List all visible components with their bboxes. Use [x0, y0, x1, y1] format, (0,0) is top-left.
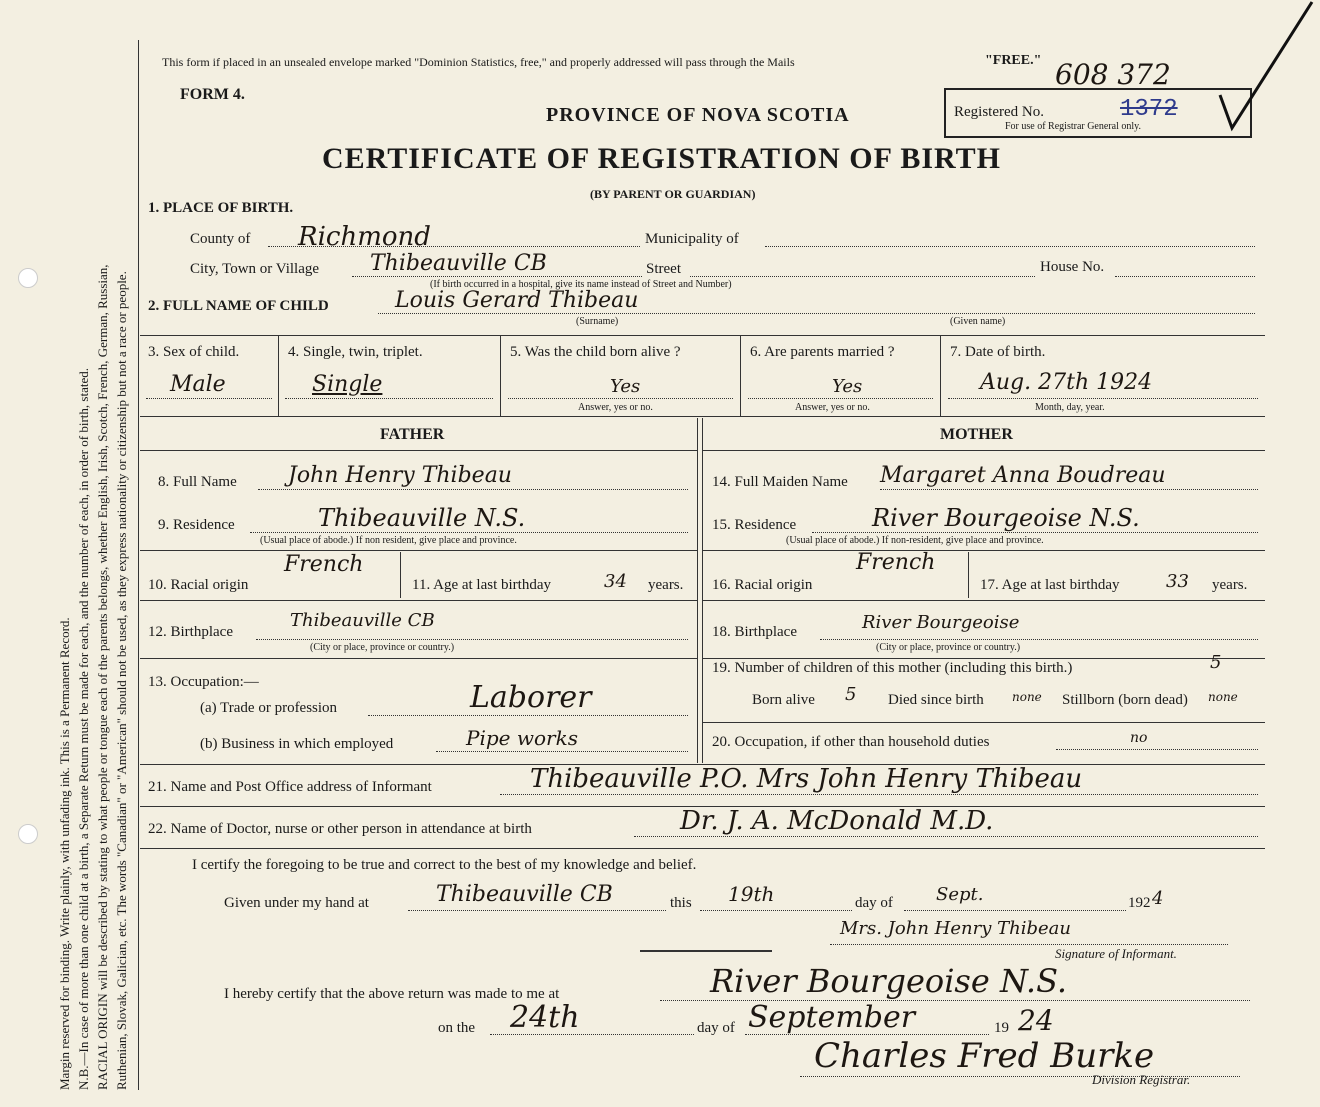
single-line	[285, 398, 493, 399]
registrar-month-value: September	[748, 1000, 916, 1035]
mother-heading: MOTHER	[940, 426, 1013, 443]
trade-line	[368, 715, 688, 716]
alive-note: Answer, yes or no.	[578, 402, 653, 413]
mother-racial-divider	[968, 552, 969, 598]
mother-birthplace-value: River Bourgeoise	[862, 612, 1020, 633]
day-line	[700, 910, 852, 911]
father-row-rule	[140, 550, 697, 551]
child-name-value: Louis Gerard Thibeau	[395, 288, 639, 313]
row-top-rule	[140, 335, 1265, 336]
child-name-line	[378, 313, 1255, 314]
registrar-use-note: For use of Registrar General only.	[1005, 121, 1141, 132]
doctor-line	[634, 836, 1258, 837]
mother-residence-note: (Usual place of abode.) If non-resident, give place and province.	[786, 535, 1044, 546]
father-age-label: 11. Age at last birthday	[412, 577, 551, 593]
father-residence-label: 9. Residence	[158, 517, 235, 533]
margin-note-1: Margin reserved for binding. Write plainly, with unfading ink. This is a Permanent Record.	[57, 617, 72, 1090]
informant-label: 21. Name and Post Office address of Informant	[148, 779, 432, 795]
father-heading: FATHER	[380, 426, 445, 443]
mother-row-rule	[703, 600, 1265, 601]
form-left-border	[138, 40, 139, 1090]
occupation-label: 13. Occupation:—	[148, 674, 259, 690]
father-row-rule	[140, 658, 697, 659]
street-line	[690, 276, 1035, 277]
father-birthplace-value: Thibeauville CB	[290, 610, 435, 631]
handwritten-number: 608 372	[1055, 58, 1171, 91]
registrar-signature-label: Division Registrar.	[1092, 1072, 1191, 1087]
father-residence-line	[250, 532, 688, 533]
row-bottom-rule	[140, 416, 1265, 417]
married-value: Yes	[832, 376, 863, 397]
certify-text: I certify the foregoing to be true and correct to the best of my knowledge and belief.	[192, 857, 697, 873]
informant-signature: Mrs. John Henry Thibeau	[840, 918, 1071, 939]
business-label: (b) Business in which employed	[200, 736, 394, 752]
given-place-line	[408, 910, 666, 911]
given-label: Given under my hand at	[224, 895, 369, 911]
year-prefix: 192	[1128, 895, 1151, 911]
margin-note-3: RACIAL ORIGIN will be described by stating to what people or tongue each of the parents belongs, whether English, Irish, Scotch, French, German, Russian,	[95, 264, 110, 1090]
alive-label: 5. Was the child born alive ?	[510, 344, 681, 360]
married-note: Answer, yes or no.	[795, 402, 870, 413]
city-line	[352, 276, 642, 277]
heading-rule	[703, 450, 1265, 451]
this-label: this	[670, 895, 692, 911]
county-value: Richmond	[298, 222, 431, 252]
mother-row-rule	[703, 722, 1265, 723]
dob-line	[948, 398, 1258, 399]
place-label: 1. PLACE OF BIRTH.	[148, 200, 294, 216]
born-alive-value: 5	[845, 684, 857, 705]
hospital-note: (If birth occurred in a hospital, give its name instead of Street and Number)	[430, 279, 732, 290]
business-value: Pipe works	[466, 726, 578, 750]
alive-value: Yes	[610, 376, 641, 397]
mother-racial-value: French	[856, 550, 936, 575]
informant-value: Thibeauville P.O. Mrs John Henry Thibeau	[530, 764, 1083, 794]
mother-name-value: Margaret Anna Boudreau	[880, 463, 1166, 488]
binding-hole	[18, 824, 38, 844]
house-label: House No.	[1040, 259, 1105, 275]
single-label: 4. Single, twin, triplet.	[288, 344, 423, 360]
father-age-value: 34	[604, 571, 627, 592]
certificate-title: CERTIFICATE OF REGISTRATION OF BIRTH	[322, 142, 1001, 175]
father-name-label: 8. Full Name	[158, 474, 237, 490]
business-line	[436, 751, 688, 752]
father-birthplace-note: (City or place, province or country.)	[310, 642, 455, 653]
given-day-value: 19th	[728, 882, 775, 906]
col-rule	[940, 335, 941, 416]
dob-label: 7. Date of birth.	[950, 344, 1046, 360]
city-value: Thibeauville CB	[370, 251, 547, 276]
county-label: County of	[190, 231, 251, 247]
year-digit: 4	[1152, 888, 1164, 909]
registrar-year-value: 24	[1018, 1004, 1054, 1037]
mother-occupation-value: no	[1130, 730, 1148, 746]
mother-age-value: 33	[1166, 571, 1189, 592]
municipality-label: Municipality of	[645, 231, 739, 247]
dob-value: Aug. 27th 1924	[980, 370, 1153, 395]
mother-name-label: 14. Full Maiden Name	[712, 474, 848, 490]
trade-value: Laborer	[470, 680, 592, 715]
mother-row-rule	[703, 658, 1265, 659]
mother-age-label: 17. Age at last birthday	[980, 577, 1120, 593]
city-label: City, Town or Village	[190, 261, 320, 277]
father-years-label: years.	[648, 577, 684, 593]
mother-birthplace-label: 18. Birthplace	[712, 624, 797, 640]
heading-rule	[140, 450, 697, 451]
given-name-note: (Given name)	[950, 316, 1006, 327]
doctor-label: 22. Name of Doctor, nurse or other person in attendance at birth	[148, 821, 532, 837]
margin-note-2: N.B.—In case of more than one child at a birth, a Separate Return must be made for each, and the number of each, in order of birth, stated.	[76, 368, 91, 1090]
father-racial-value: French	[284, 552, 364, 577]
father-name-line	[258, 489, 688, 490]
sex-value: Male	[170, 372, 226, 397]
father-racial-divider	[400, 552, 401, 598]
municipality-line	[765, 246, 1255, 247]
certificate-subtitle: (BY PARENT OR GUARDIAN)	[590, 187, 756, 201]
dob-note: Month, day, year.	[1035, 402, 1105, 413]
day-of-label: day of	[855, 895, 893, 911]
province-title: PROVINCE OF NOVA SCOTIA	[546, 104, 850, 126]
father-racial-label: 10. Racial origin	[148, 577, 249, 593]
child-name-label: 2. FULL NAME OF CHILD	[148, 298, 329, 314]
mother-row-rule	[703, 550, 1265, 551]
registered-label: Registered No.	[954, 104, 1044, 120]
doctor-value: Dr. J. A. McDonald M.D.	[680, 806, 994, 836]
col-rule	[740, 335, 741, 416]
stillborn-label: Stillborn (born dead)	[1062, 692, 1188, 708]
registrar-place-value: River Bourgeoise N.S.	[710, 962, 1068, 1000]
registered-value: 1372	[1120, 96, 1178, 123]
father-row-rule	[140, 600, 697, 601]
registrar-day-of-label: day of	[697, 1020, 735, 1036]
mother-birthplace-note: (City or place, province or country.)	[876, 642, 1021, 653]
children-label: 19. Number of children of this mother (including this birth.)	[712, 660, 1073, 676]
mother-name-line	[880, 489, 1258, 490]
col-rule	[500, 335, 501, 416]
binding-hole	[18, 268, 38, 288]
mother-residence-label: 15. Residence	[712, 517, 797, 533]
signature-line	[830, 944, 1228, 945]
sex-label: 3. Sex of child.	[148, 344, 240, 360]
mother-occupation-line	[1056, 749, 1258, 750]
died-value: none	[1012, 690, 1042, 704]
registrar-signature: Charles Fred Burke	[814, 1036, 1155, 1076]
on-the-label: on the	[438, 1020, 476, 1036]
signature-label: Signature of Informant.	[1055, 946, 1177, 961]
separator	[640, 950, 772, 952]
street-label: Street	[646, 261, 681, 277]
sex-line	[146, 398, 272, 399]
trade-label: (a) Trade or profession	[200, 700, 338, 716]
parents-divider	[702, 418, 703, 763]
alive-line	[508, 398, 733, 399]
mother-years-label: years.	[1212, 577, 1248, 593]
father-residence-note: (Usual place of abode.) If non resident, give place and province.	[260, 535, 517, 546]
registrar-year-prefix: 19	[994, 1020, 1009, 1036]
married-label: 6. Are parents married ?	[750, 344, 895, 360]
registrar-text: I hereby certify that the above return was made to me at	[224, 986, 560, 1002]
mother-occupation-label: 20. Occupation, if other than household duties	[712, 734, 990, 750]
free-note: "FREE."	[985, 53, 1042, 68]
mail-note: This form if placed in an unsealed envelope marked "Dominion Statistics, free," and properly addressed will pass through the Mails	[162, 55, 795, 69]
given-month-value: Sept.	[936, 884, 984, 905]
margin-note-4: Ruthenian, Slovak, Galician, etc. The words "Canadian" or "American" should not be used, as they express nationality or citizenship but not a race or people.	[114, 271, 129, 1090]
col-rule	[278, 335, 279, 416]
mother-residence-value: River Bourgeoise N.S.	[872, 504, 1140, 532]
died-label: Died since birth	[888, 692, 984, 708]
check-mark	[1200, 0, 1320, 140]
registrar-day-value: 24th	[510, 1000, 580, 1035]
given-place-value: Thibeauville CB	[436, 882, 613, 907]
born-alive-label: Born alive	[752, 692, 815, 708]
informant-line	[500, 794, 1258, 795]
mother-racial-label: 16. Racial origin	[712, 577, 813, 593]
father-residence-value: Thibeauville N.S.	[318, 504, 526, 532]
married-line	[748, 398, 933, 399]
parents-divider	[697, 418, 698, 763]
father-name-value: John Henry Thibeau	[288, 463, 512, 488]
mother-residence-line	[812, 532, 1258, 533]
section-rule	[140, 848, 1265, 849]
stillborn-value: none	[1208, 690, 1238, 704]
single-value: Single	[312, 372, 383, 397]
mother-birthplace-line	[820, 639, 1258, 640]
children-value: 5	[1210, 652, 1222, 673]
form-number: FORM 4.	[180, 86, 245, 103]
house-line	[1115, 276, 1255, 277]
month-line	[904, 910, 1126, 911]
father-birthplace-label: 12. Birthplace	[148, 624, 233, 640]
surname-note: (Surname)	[576, 316, 619, 327]
father-birthplace-line	[256, 639, 688, 640]
